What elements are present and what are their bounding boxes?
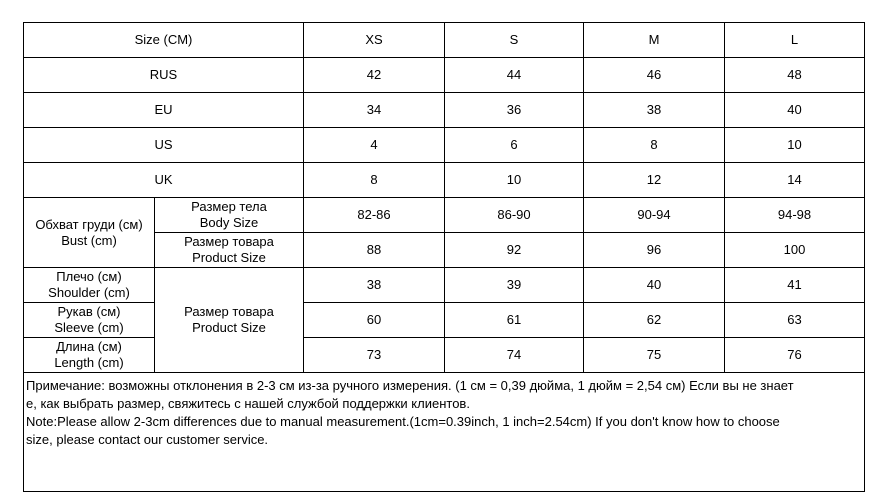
shoulder-label-ru: Плечо (см) [56,269,122,284]
length-label-en: Length (cm) [54,355,124,370]
table-cell: 74 [445,338,584,373]
table-cell: 82-86 [304,198,445,233]
table-cell: 38 [304,268,445,303]
product-size-group-label-en: Product Size [192,320,266,335]
bust-label-en: Bust (cm) [61,232,117,248]
product-size-label-cell [155,233,304,268]
table-cell: 75 [584,338,725,373]
table-cell: 10 [725,128,865,163]
table-cell: 6 [445,128,584,163]
note-en-line-1: Note:Please allow 2-3cm differences due to manual measurement.(1cm=0.39inch, 1 inch=2.54cm) If you don't know how to choose [26,414,780,429]
table-cell: 92 [445,233,584,268]
table-row-length [24,338,865,373]
table-cell: 61 [445,303,584,338]
table-cell: 38 [584,93,725,128]
size-xs-header: XS [304,23,445,58]
table-cell: 62 [584,303,725,338]
table-row-uk [24,163,865,198]
note-row [24,373,865,492]
size-s-header: S [445,23,584,58]
table-cell: 76 [725,338,865,373]
table-cell: 8 [304,163,445,198]
table-cell: 36 [445,93,584,128]
size-m-header: M [584,23,725,58]
sleeve-label-ru: Рукав (см) [57,304,121,319]
table-cell: 86-90 [445,198,584,233]
table-cell: 88 [304,233,445,268]
table-row-rus [24,58,865,93]
header-row [24,23,865,58]
body-size-label-ru: Размер тела [191,199,267,214]
table-cell: 48 [725,58,865,93]
table-cell: 46 [584,58,725,93]
table-row-bust-body [24,198,865,233]
table-cell: 39 [445,268,584,303]
table-cell: 63 [725,303,865,338]
table-cell: 94-98 [725,198,865,233]
size-chart-table [23,22,865,492]
sleeve-label-cell [24,303,155,338]
table-cell: 40 [584,268,725,303]
product-size-label-ru: Размер товара [184,234,274,249]
table-cell: 60 [304,303,445,338]
table-cell: 4 [304,128,445,163]
size-label-cell: Size (CM) [24,23,304,58]
product-size-label-en: Product Size [192,250,266,265]
table-cell: 14 [725,163,865,198]
size-l-header: L [725,23,865,58]
table-row-us [24,128,865,163]
note-ru-line-1: Примечание: возможны отклонения в 2-3 см из-за ручного измерения. (1 см = 0,39 дюйма, 1 дюйм = 2,54 см) Если вы не знает [26,378,794,393]
table-cell: 12 [584,163,725,198]
body-size-label-cell [155,198,304,233]
note-cell [24,373,865,492]
row-label: UK [24,163,304,198]
note-en-line-2: size, please contact our customer service. [26,432,269,447]
table-cell: 41 [725,268,865,303]
table-cell: 42 [304,58,445,93]
body-size-label-en: Body Size [199,215,259,230]
shoulder-label-cell [24,268,155,303]
bust-label-ru: Обхват груди (см) [35,216,143,232]
table-cell: 73 [304,338,445,373]
table-cell: 10 [445,163,584,198]
table-cell: 96 [584,233,725,268]
table-cell: 100 [725,233,865,268]
product-size-group-cell [155,268,304,373]
note-ru-line-2: е, как выбрать размер, свяжитесь с нашей службой поддержки клиентов. [26,396,470,411]
length-label-ru: Длина (см) [56,339,122,354]
bust-label-cell [24,198,155,268]
row-label: RUS [24,58,304,93]
row-label: EU [24,93,304,128]
table-cell: 34 [304,93,445,128]
table-cell: 40 [725,93,865,128]
length-label-cell [24,338,155,373]
table-cell: 44 [445,58,584,93]
table-row-eu [24,93,865,128]
table-cell: 8 [584,128,725,163]
row-label: US [24,128,304,163]
table-cell: 90-94 [584,198,725,233]
sleeve-label-en: Sleeve (cm) [54,320,124,335]
product-size-group-label-ru: Размер товара [184,304,274,319]
table-row-sleeve [24,303,865,338]
table-row-shoulder [24,268,865,303]
shoulder-label-en: Shoulder (cm) [48,285,130,300]
